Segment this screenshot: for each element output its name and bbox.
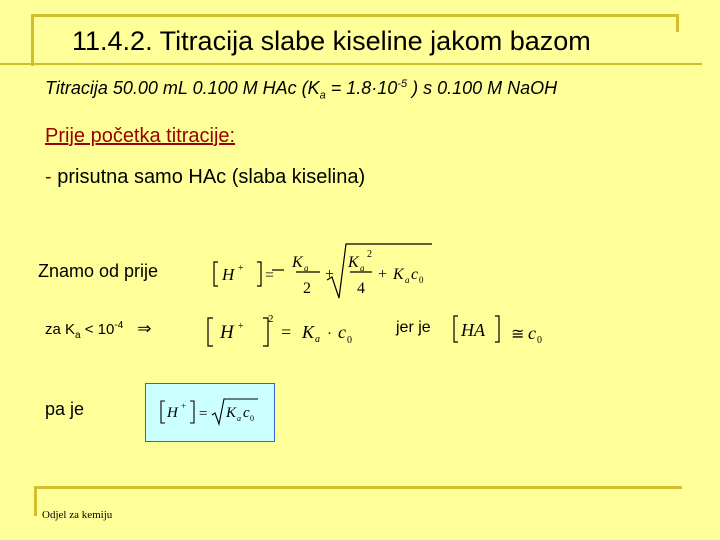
svg-text:+: + — [378, 266, 388, 283]
svg-text:K: K — [292, 254, 303, 271]
svg-text:2: 2 — [268, 313, 274, 325]
svg-text:+: + — [238, 321, 244, 332]
section-heading: Prije početka titracije: — [45, 125, 236, 147]
subtitle-exponent: -5 — [397, 78, 408, 90]
svg-text:0: 0 — [250, 414, 254, 423]
condition-sub: a — [75, 330, 81, 341]
formula-approximation — [205, 308, 375, 352]
svg-text:c: c — [338, 322, 346, 342]
svg-text:a: a — [360, 263, 365, 273]
subtitle-k-sub: a — [319, 89, 326, 102]
subtitle-part-1: Titracija 50.00 mL 0.100 M HAc (K — [45, 78, 320, 98]
result-box — [145, 383, 275, 442]
svg-text:·: · — [327, 326, 332, 342]
condition-exponent: -4 — [114, 320, 124, 331]
svg-text:a: a — [304, 263, 309, 273]
formula-result — [146, 384, 274, 441]
svg-text:K: K — [393, 266, 404, 283]
svg-text:a: a — [315, 334, 320, 345]
condition-text — [45, 319, 152, 341]
frame-right-tick — [676, 14, 679, 32]
svg-text:c: c — [411, 266, 419, 283]
svg-text:c: c — [528, 323, 536, 343]
label-so: pa je — [45, 399, 85, 419]
svg-text:+: + — [325, 266, 335, 283]
svg-text:a: a — [237, 414, 241, 423]
footer-text: Odjel za kemiju — [42, 509, 113, 521]
label-known: Znamo od prije — [38, 261, 159, 281]
condition-za: za K — [45, 321, 76, 338]
label-because: jer je — [396, 319, 431, 336]
formula-ha-equals-c0 — [450, 312, 550, 348]
subtitle-part-3: ) s 0.100 M NaOH — [407, 78, 558, 98]
svg-text:a: a — [405, 275, 410, 285]
svg-text:=: = — [281, 322, 292, 342]
bullet-text: prisutna samo HAc (slaba kiselina) — [51, 166, 366, 188]
svg-text:0: 0 — [537, 335, 542, 346]
svg-text:HA: HA — [461, 320, 485, 340]
condition-lt: < 10 — [80, 321, 115, 338]
svg-text:H: H — [222, 265, 235, 284]
svg-text:2: 2 — [303, 280, 311, 297]
svg-text:0: 0 — [347, 335, 352, 346]
svg-text:H: H — [220, 322, 234, 343]
frame-bottom-bar — [34, 486, 682, 489]
svg-text:H: H — [167, 405, 178, 421]
svg-text:≅: ≅ — [511, 326, 525, 343]
bullet-dash: - — [45, 166, 52, 188]
svg-text:=: = — [199, 406, 208, 422]
svg-text:+: + — [181, 401, 187, 411]
svg-text:=: = — [265, 267, 275, 284]
formula-quadratic-solution — [212, 240, 437, 300]
frame-left-bar — [31, 14, 34, 66]
frame-header-underline — [0, 63, 702, 65]
slide-subtitle — [45, 78, 557, 102]
frame-bottom-left-stub — [34, 486, 37, 516]
subtitle-part-2: = 1.8·10 — [325, 78, 398, 98]
frame-top-bar — [31, 14, 679, 17]
svg-text:K: K — [226, 405, 237, 421]
implies-arrow: ⇒ — [137, 319, 152, 338]
svg-text:0: 0 — [419, 275, 424, 285]
svg-text:2: 2 — [367, 249, 372, 260]
svg-text:K: K — [348, 254, 359, 271]
svg-text:c: c — [243, 405, 250, 421]
slide-title: 11.4.2. Titracija slabe kiseline jakom bazom — [72, 26, 591, 56]
svg-text:K: K — [302, 322, 315, 342]
svg-text:+: + — [238, 263, 244, 274]
svg-text:4: 4 — [357, 280, 365, 297]
bullet-point — [45, 166, 365, 189]
